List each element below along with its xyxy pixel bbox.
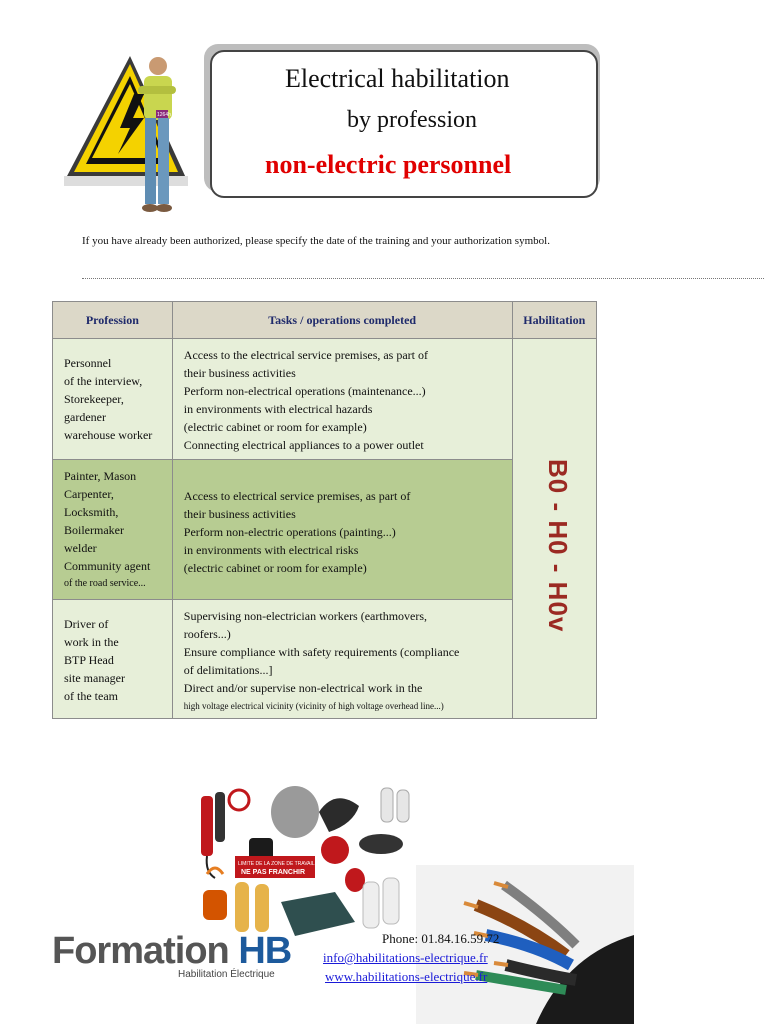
hazard-disc-icon <box>321 836 349 864</box>
task-line: Perform non-electrical operations (maintenance...) <box>183 384 426 398</box>
task-line: Access to the electrical service premises, as part of <box>183 348 429 362</box>
habilitation-cell <box>512 339 597 719</box>
task-line: high voltage electrical vicinity (vicinity of high voltage overhead line...) <box>183 701 444 711</box>
white-gloves-icon <box>363 878 399 928</box>
insulating-gloves-icon <box>235 882 269 932</box>
profession-cell <box>53 460 173 600</box>
profession-cell <box>53 600 173 719</box>
tasks-cell <box>172 600 512 719</box>
barrier-sign-icon <box>235 856 315 878</box>
profession-line: Locksmith, <box>64 505 119 519</box>
task-line: their business activities <box>183 507 296 521</box>
profession-line: Storekeeper, <box>64 392 124 406</box>
task-line: (electric cabinet or room for example) <box>183 420 367 434</box>
sign-line-2: NE PAS FRANCHIR <box>241 869 306 876</box>
profession-line: welder <box>64 541 97 555</box>
title-line-2: by profession <box>347 107 477 133</box>
padlock-icon <box>203 868 227 920</box>
task-line: Direct and/or supervise non-electrical work in the <box>183 681 423 695</box>
safety-cap-icon <box>319 798 359 832</box>
profession-line: site manager <box>64 671 125 685</box>
habilitation-code: B0 - H0 - H0v <box>542 459 573 633</box>
task-line: of delimitations...] <box>183 663 273 677</box>
profession-line: of the team <box>64 689 118 703</box>
profession-line: of the interview, <box>64 374 143 388</box>
header-profession: Profession <box>53 302 173 339</box>
email-link[interactable]: info@habilitations-electrique.fr <box>323 950 488 965</box>
profession-line: warehouse worker <box>64 428 153 442</box>
cable-coil-icon <box>229 790 249 810</box>
task-line: Access to electrical service premises, as part of <box>183 489 411 503</box>
profession-line: Driver of <box>64 617 109 631</box>
profession-cell <box>53 339 173 460</box>
gloves-icon <box>381 788 409 822</box>
task-line: their business activities <box>183 366 296 380</box>
profession-line: BTP Head <box>64 653 114 667</box>
table-row <box>53 339 597 460</box>
logo-text: Formation <box>52 930 239 972</box>
safety-equipment-collage <box>195 782 425 952</box>
profession-line: Personnel <box>64 356 112 370</box>
formation-hb-logo <box>52 930 291 980</box>
headlamp-icon <box>359 834 403 854</box>
task-line: roofers...) <box>183 627 231 641</box>
profession-line: of the road service... <box>64 578 146 589</box>
dotted-input-line[interactable] <box>82 270 764 279</box>
task-line: in environments with electrical risks <box>183 543 359 557</box>
tasks-cell <box>172 339 512 460</box>
task-line: Perform non-electric operations (painting...) <box>183 525 396 539</box>
title-line-1: Electrical habilitation <box>285 64 510 93</box>
intro-text: If you have already been authorized, please specify the date of the training and your authorization symbol. <box>82 235 550 247</box>
badge-text: 1264h <box>157 112 171 118</box>
worker-illustration <box>130 52 182 222</box>
face-shield-icon <box>271 786 319 838</box>
profession-line: Painter, Mason <box>64 469 137 483</box>
task-line: Supervising non-electrician workers (earthmovers, <box>183 609 428 623</box>
logo-subtitle: Habilitation Électrique <box>178 969 275 980</box>
voltage-tester-icon <box>201 792 225 878</box>
task-line: in environments with electrical hazards <box>183 402 373 416</box>
logo-hb: HB <box>238 930 292 972</box>
task-line: Ensure compliance with safety requirements (compliance <box>183 645 460 659</box>
profession-line: Carpenter, <box>64 487 114 501</box>
header-habilitation: Habilitation <box>512 302 597 339</box>
task-line: Connecting electrical appliances to a power outlet <box>183 438 424 452</box>
insulating-mat-icon <box>281 892 355 936</box>
website-link[interactable]: www.habilitations-electrique.fr <box>325 969 488 984</box>
task-line: (electric cabinet or room for example) <box>183 561 367 575</box>
phone-text: Phone: 01.84.16.59.72 <box>382 931 500 946</box>
profession-line: work in the <box>64 635 119 649</box>
sign-line-1: LIMITE DE LA ZONE DE TRAVAIL <box>238 861 315 867</box>
red-clamp-icon <box>345 868 365 892</box>
profession-line: Boilermaker <box>64 523 124 537</box>
header-tasks: Tasks / operations completed <box>172 302 512 339</box>
tasks-cell <box>172 460 512 600</box>
profession-line: gardener <box>64 410 106 424</box>
profession-line: Community agent <box>64 559 151 573</box>
table-header-row <box>53 302 597 339</box>
title-line-3: non-electric personnel <box>265 150 512 179</box>
habilitation-table <box>52 301 597 719</box>
